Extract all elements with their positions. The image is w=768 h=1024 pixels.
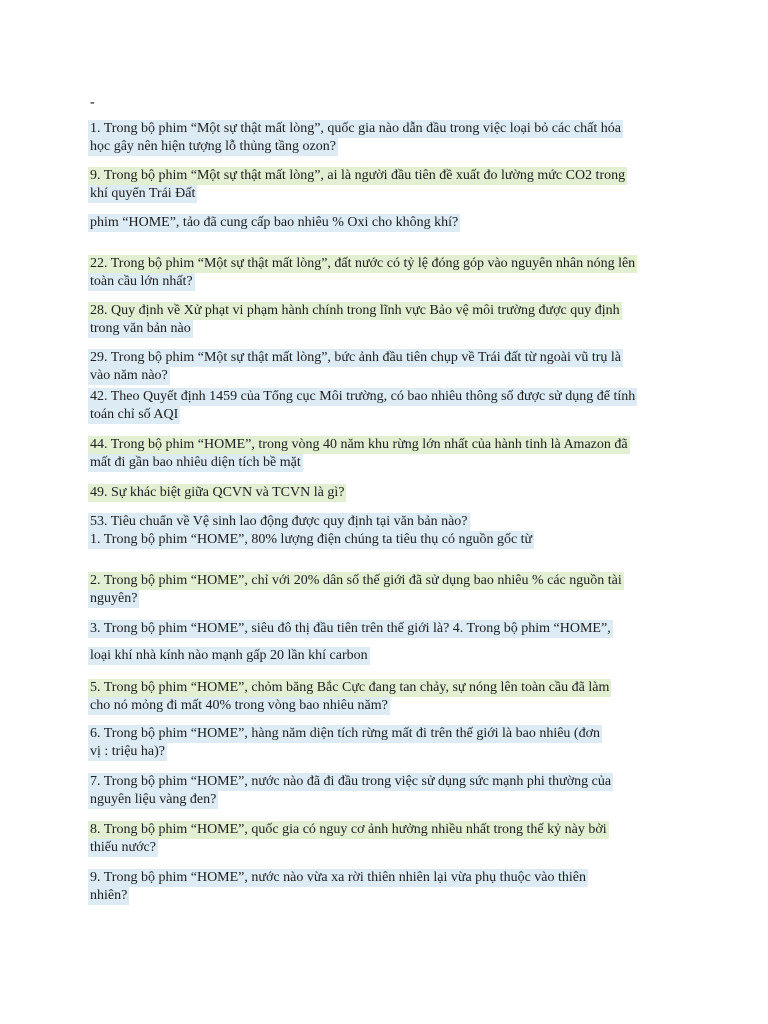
- question-22: [88, 255, 682, 291]
- question-44: [88, 436, 682, 472]
- question-line: trong văn bản nào: [90, 321, 191, 336]
- question-home-7: [88, 773, 682, 809]
- question-29: [88, 349, 682, 385]
- question-line: học gây nên hiện tượng lỗ thủng tầng ozon?: [90, 139, 336, 154]
- question-1-ozone: [88, 120, 682, 156]
- question-line: 9. Trong bộ phim “Một sự thật mất lòng”, ai là người đầu tiên đề xuất đo lường mức CO2 trong: [90, 168, 626, 183]
- question-line: nguyên liệu vàng đen?: [90, 792, 217, 807]
- question-line: 1. Trong bộ phim “HOME”, 80% lượng điện chúng ta tiêu thụ có nguồn gốc từ: [90, 532, 533, 547]
- question-line: toán chỉ số AQI: [90, 407, 179, 422]
- question-line: thiếu nước?: [90, 840, 156, 855]
- question-line: 29. Trong bộ phim “Một sự thật mất lòng”, bức ảnh đầu tiên chụp về Trái đất từ ngoài vũ trụ là: [90, 350, 621, 365]
- question-line: phim “HOME”, tảo đã cung cấp bao nhiêu % Oxi cho không khí?: [90, 215, 459, 230]
- question-line: 22. Trong bộ phim “Một sự thật mất lòng”, đất nước có tỷ lệ đóng góp vào nguyên nhân nóng lên: [90, 256, 636, 271]
- question-home-6: [88, 725, 682, 761]
- question-line: 2. Trong bộ phim “HOME”, chỉ với 20% dân số thế giới đã sử dụng bao nhiêu % các nguồn tài: [90, 573, 622, 588]
- question-line: 9. Trong bộ phim “HOME”, nước nào vừa xa rời thiên nhiên lại vừa phụ thuộc vào thiên: [90, 870, 586, 885]
- question-line: khí quyển Trái Đất: [90, 186, 196, 201]
- question-line: toàn cầu lớn nhất?: [90, 274, 193, 289]
- question-line: nguyên?: [90, 591, 138, 606]
- question-28: [88, 302, 682, 338]
- question-line: 1. Trong bộ phim “Một sự thật mất lòng”, quốc gia nào dẫn đầu trong việc loại bỏ các chất hóa: [90, 121, 621, 136]
- question-line: mất đi gần bao nhiêu diện tích bề mặt: [90, 455, 301, 470]
- question-line: loại khí nhà kính nào mạnh gấp 20 lần khí carbon: [90, 648, 368, 663]
- question-line: 53. Tiêu chuẩn về Vệ sinh lao động được quy định tại văn bản nào?: [90, 514, 468, 529]
- question-algae-oxygen: [88, 214, 682, 232]
- question-line: 7. Trong bộ phim “HOME”, nước nào đã đi đầu trong việc sử dụng sức mạnh phi thường của: [90, 774, 612, 789]
- question-line: nhiên?: [90, 888, 128, 903]
- question-line: cho nó mỏng đi mất 40% trong vòng bao nhiêu năm?: [90, 698, 388, 713]
- question-line: 3. Trong bộ phim “HOME”, siêu đô thị đầu tiên trên thế giới là? 4. Trong bộ phim “HOME”,: [90, 621, 611, 636]
- question-line: 8. Trong bộ phim “HOME”, quốc gia có nguy cơ ảnh hưởng nhiều nhất trong thế kỷ này bởi: [90, 822, 607, 837]
- question-home-8: [88, 821, 682, 857]
- question-line: 49. Sự khác biệt giữa QCVN và TCVN là gì?: [90, 485, 345, 500]
- question-line: 5. Trong bộ phim “HOME”, chỏm băng Bắc Cực đang tan chảy, sự nóng lên toàn cầu đã làm: [90, 680, 610, 695]
- question-home-9: [88, 869, 682, 905]
- question-49: [88, 484, 682, 502]
- question-line: vị : triệu ha)?: [90, 744, 166, 759]
- question-line: 44. Trong bộ phim “HOME”, trong vòng 40 năm khu rừng lớn nhất của hành tinh là Amazon đã: [90, 437, 628, 452]
- question-line: 28. Quy định về Xử phạt vi phạm hành chính trong lĩnh vực Bảo vệ môi trường được quy định: [90, 303, 620, 318]
- question-42: [88, 388, 682, 424]
- question-line: 42. Theo Quyết định 1459 của Tổng cục Môi trường, có bao nhiêu thông số được sử dụng để tính: [90, 389, 636, 404]
- question-home-3-4: [88, 620, 682, 638]
- question-home-1: [88, 531, 682, 549]
- question-9-co2: [88, 167, 682, 203]
- question-53: [88, 513, 682, 531]
- question-line: 6. Trong bộ phim “HOME”, hàng năm diện tích rừng mất đi trên thế giới là bao nhiêu (đơn: [90, 726, 600, 741]
- header-mark: -: [90, 95, 95, 110]
- question-home-2: [88, 572, 682, 608]
- question-line: vào năm nào?: [90, 368, 168, 383]
- question-home-5: [88, 679, 682, 715]
- question-home-4-cont: [88, 647, 682, 665]
